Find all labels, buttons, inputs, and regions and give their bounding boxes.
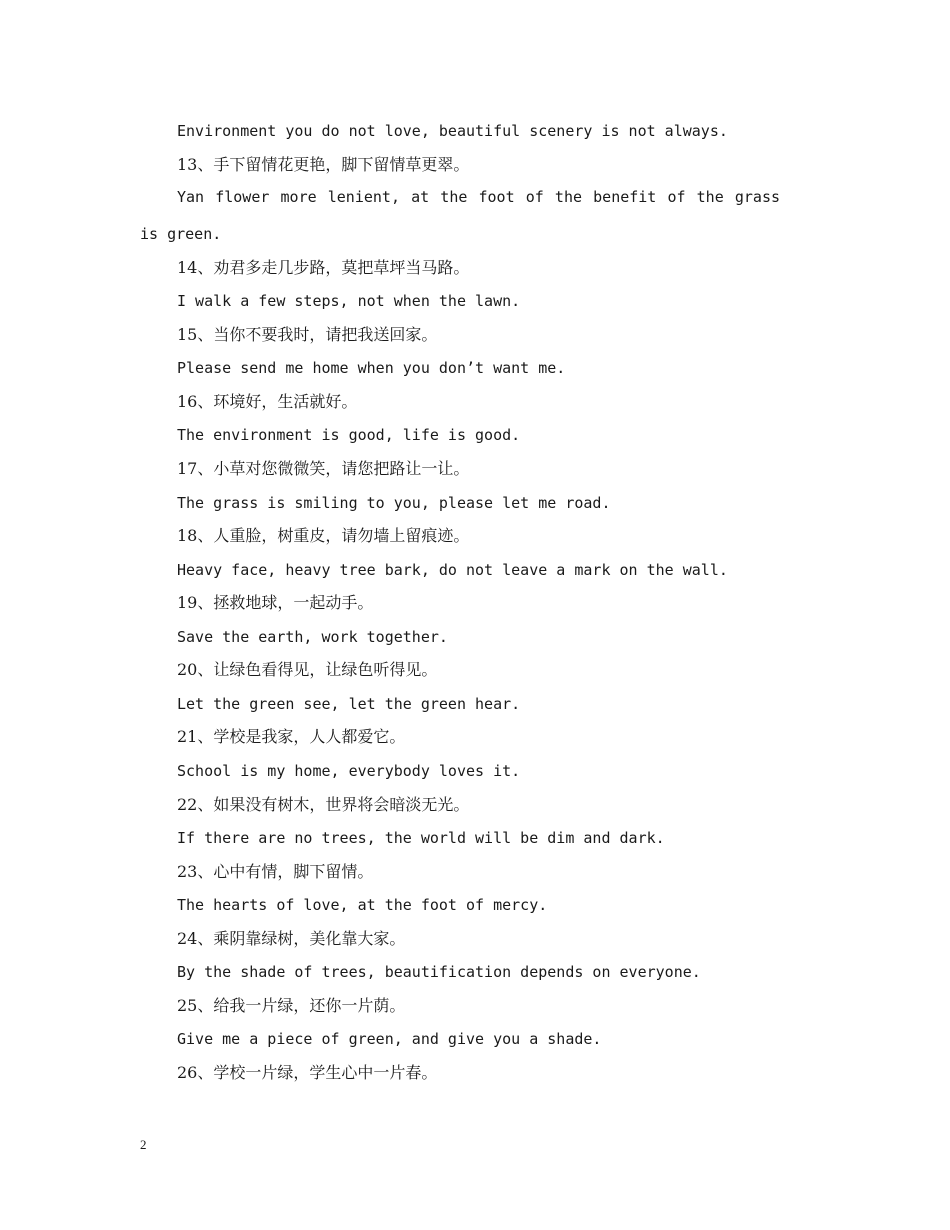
text-line-en: The grass is smiling to you, please let me road. [177,494,611,512]
text-line-en: Give me a piece of green, and give you a shade. [177,1030,602,1048]
text-line-en: If there are no trees, the world will be dim and dark. [177,829,665,847]
text-line-zh: 26、学校一片绿，学生心中一片春。 [177,1063,438,1082]
text-line-en: Heavy face, heavy tree bark, do not leave a mark on the wall. [177,561,728,579]
text-line-zh: 24、乘阴靠绿树，美化靠大家。 [177,929,406,948]
text-line-zh: 23、心中有情，脚下留情。 [177,862,374,881]
text-line-zh: 21、学校是我家，人人都爱它。 [177,727,406,746]
text-line-zh: 18、人重脸，树重皮，请勿墙上留痕迹。 [177,526,470,545]
text-line-en: Let the green see, let the green hear. [177,695,521,713]
page-number: 2 [140,1137,147,1152]
text-line-zh: 16、环境好，生活就好。 [177,392,358,411]
text-line-zh: 25、给我一片绿，还你一片荫。 [177,996,406,1015]
text-line-en: Please send me home when you don’t want me. [177,359,566,377]
text-line-en: I walk a few steps, not when the lawn. [177,292,521,310]
text-line-zh: 17、小草对您微微笑，请您把路让一让。 [177,459,470,478]
text-line-zh: 13、手下留情花更艳，脚下留情草更翠。 [177,155,470,174]
text-line-en: School is my home, everybody loves it. [177,762,521,780]
text-line-en-wrapped: Yan flower more lenient, at the foot of the benefit of the grass is green. [140,188,780,243]
text-line-zh: 19、拯救地球，一起动手。 [177,593,374,612]
text-line-en: By the shade of trees, beautification depends on everyone. [177,963,701,981]
text-line-zh: 22、如果没有树木，世界将会暗淡无光。 [177,795,470,814]
text-line-zh: 20、让绿色看得见，让绿色听得见。 [177,660,438,679]
text-line-en: The environment is good, life is good. [177,426,521,444]
text-line-en: Environment you do not love, beautiful scenery is not always. [177,122,728,140]
text-line-zh: 14、劝君多走几步路，莫把草坪当马路。 [177,258,470,277]
text-line-en: Save the earth, work together. [177,628,448,646]
text-line-zh: 15、当你不要我时，请把我送回家。 [177,325,438,344]
text-line-en: The hearts of love, at the foot of mercy. [177,896,548,914]
